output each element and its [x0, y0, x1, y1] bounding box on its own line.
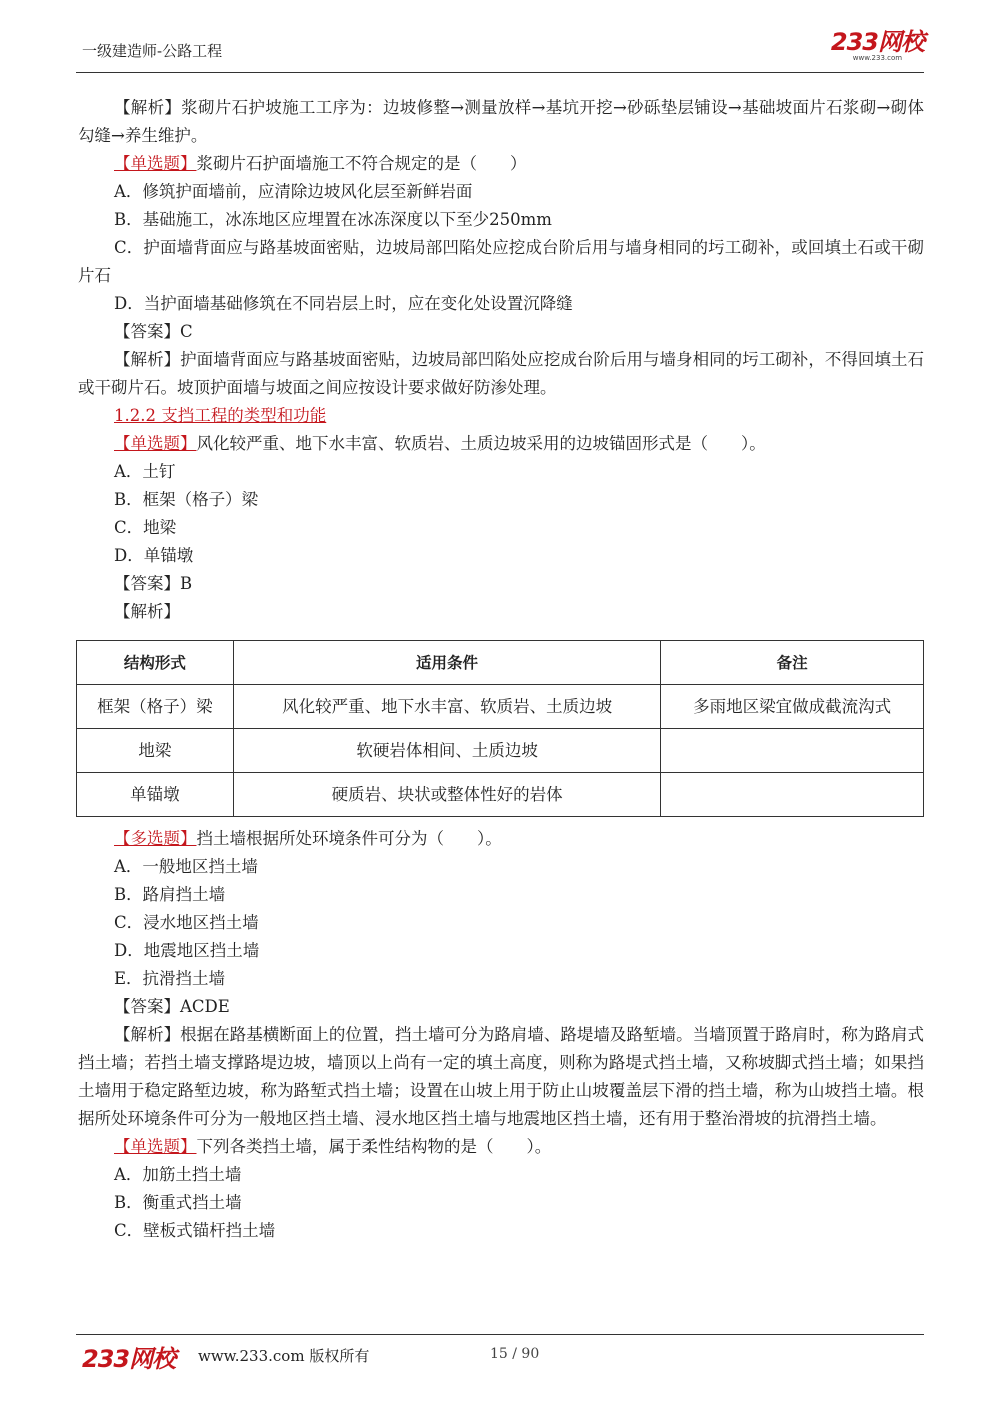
answer: 【答案】C [114, 322, 193, 341]
page-header [76, 28, 924, 73]
table-cell: 软硬岩体相间、土质边坡 [233, 729, 660, 773]
table-cell: 硬质岩、块状或整体性好的岩体 [233, 773, 660, 817]
header-title: 一级建造师-公路工程 [82, 42, 223, 60]
option-c: C．浸水地区挡土墙 [114, 913, 259, 932]
table-header-row [77, 641, 924, 685]
question-4 [78, 1133, 924, 1161]
section-heading: 1.2.2 支挡工程的类型和功能 [114, 406, 327, 425]
table-cell: 多雨地区梁宜做成截流沟式 [661, 685, 924, 729]
option-a: A．一般地区挡土墙 [114, 857, 258, 876]
analysis: 【解析】护面墙背面应与路基坡面密贴，边坡局部凹陷处应挖成台阶后用与墙身相同的圬工砌补，不得回填土石或干砌片石。坡顶护面墙与坡面之间应按设计要求做好防渗处理。 [78, 350, 924, 397]
question-text: 浆砌片石护面墙施工不符合规定的是（ ） [196, 154, 527, 173]
option-d: D．单锚墩 [114, 546, 194, 565]
option-d: D．地震地区挡土墙 [114, 941, 260, 960]
option-b: B．路肩挡土墙 [114, 885, 226, 904]
analysis: 【解析】根据在路基横断面上的位置，挡土墙可分为路肩墙、路堤墙及路堑墙。当墙顶置于路肩时，称为路肩式挡土墙；若挡土墙支撑路堤边坡，墙顶以上尚有一定的填土高度，则称为路堤式挡土墙，又称坡脚式挡土墙；如果挡土墙用于稳定路堑边坡，称为路堑式挡土墙；设置在山坡上用于防止山坡覆盖层下滑的挡土墙，称为山坡挡土墙。根据所处环境条件可分为一般地区挡土墙、浸水地区挡土墙与地震地区挡土墙，还有用于整治滑坡的抗滑挡土墙。 [78, 1025, 924, 1128]
analysis: 【解析】 [114, 602, 180, 621]
table-cell: 框架（格子）梁 [77, 685, 234, 729]
question-text: 风化较严重、地下水丰富、软质岩、土质边坡采用的边坡锚固形式是（ ）。 [196, 434, 766, 453]
table-row [77, 729, 924, 773]
page-footer [76, 1334, 924, 1375]
question-1 [78, 150, 924, 178]
table-cell: 单锚墩 [77, 773, 234, 817]
question-text: 挡土墙根据所处环境条件可分为（ ）。 [196, 829, 502, 848]
question-tag: 【单选题】 [114, 1137, 197, 1156]
option-c: C．壁板式锚杆挡土墙 [114, 1221, 276, 1240]
question-tag: 【单选题】 [114, 434, 197, 453]
option-b: B．衡重式挡土墙 [114, 1193, 242, 1212]
table-row [77, 685, 924, 729]
table-header-cell: 备注 [661, 641, 924, 685]
answer: 【答案】ACDE [114, 997, 230, 1016]
option-c: C．护面墙背面应与路基坡面密贴，边坡局部凹陷处应挖成台阶后用与墙身相同的圬工砌补，或回填土石或干砌片石 [78, 238, 924, 285]
document-body [78, 94, 924, 1245]
brand-logo[interactable] [831, 28, 924, 62]
question-tag: 【多选题】 [114, 829, 197, 848]
option-e: E．抗滑挡土墙 [114, 969, 226, 988]
option-b: B．框架（格子）梁 [114, 490, 259, 509]
anchor-type-table [76, 640, 924, 817]
option-d: D．当护面墙基础修筑在不同岩层上时，应在变化处设置沉降缝 [114, 294, 573, 313]
option-a: A．加筋土挡土墙 [114, 1165, 242, 1184]
table-cell: 风化较严重、地下水丰富、软质岩、土质边坡 [233, 685, 660, 729]
table-header-cell: 结构形式 [77, 641, 234, 685]
logo-url: www.233.com [852, 54, 903, 62]
question-text: 下列各类挡土墙，属于柔性结构物的是（ ）。 [196, 1137, 552, 1156]
question-3 [78, 825, 924, 853]
page-number: 15 / 90 [490, 1346, 540, 1362]
option-a: A．土钉 [114, 462, 176, 481]
option-c: C．地梁 [114, 518, 177, 537]
footer-copyright: www.233.com 版权所有 [198, 1347, 370, 1365]
table-cell: 地梁 [77, 729, 234, 773]
table-row [77, 773, 924, 817]
answer: 【答案】B [114, 574, 193, 593]
question-tag: 【单选题】 [114, 154, 197, 173]
question-2 [78, 430, 924, 458]
table-cell [661, 729, 924, 773]
option-a: A．修筑护面墙前，应清除边坡风化层至新鲜岩面 [114, 182, 473, 201]
table-cell [661, 773, 924, 817]
option-b: B．基础施工，冰冻地区应埋置在冰冻深度以下至少250mm [114, 210, 552, 229]
footer-logo[interactable]: 233网校 [82, 1345, 176, 1373]
table-header-cell: 适用条件 [233, 641, 660, 685]
analysis-paragraph: 【解析】浆砌片石护坡施工工序为：边坡修整→测量放样→基坑开挖→砂砾垫层铺设→基础坡面片石浆砌→砌体勾缝→养生维护。 [78, 98, 924, 145]
logo-text: 233网校 [830, 28, 924, 56]
